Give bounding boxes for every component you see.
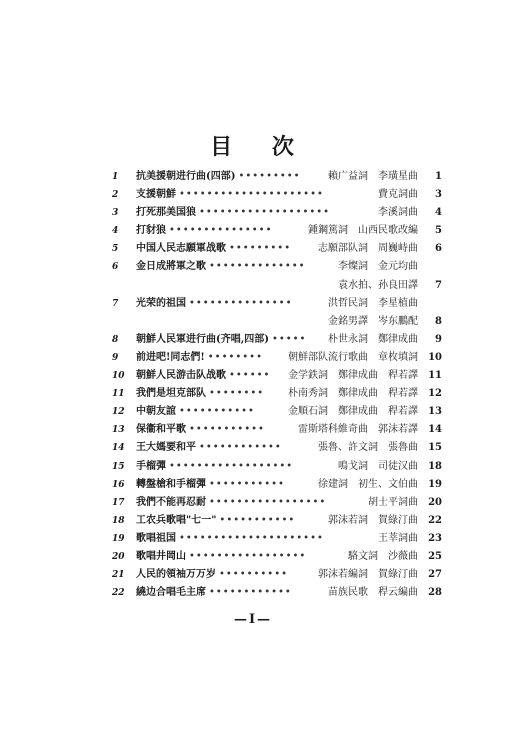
toc-entry	[112, 530, 442, 548]
page-title-char: 目	[210, 134, 235, 160]
entry-credit: 郭沫若編詞 賀綠汀曲	[318, 569, 418, 581]
entry-credit: 賴广益詞 李璜星曲	[328, 171, 418, 182]
toc-entry	[112, 476, 442, 494]
entry-page-number: 6	[435, 243, 442, 255]
entry-credit: 李燦詞 金元均曲	[338, 261, 418, 273]
entry-title: 打死那美国狼	[136, 207, 196, 219]
entry-credit: 金順石詞 鄭律成曲 稈若譯	[288, 406, 418, 418]
entry-credit: 金学鉄詞 鄭律成曲 稈若譯	[288, 370, 418, 382]
toc-entry	[112, 168, 442, 186]
entry-page-number: 20	[428, 496, 442, 508]
dot-leader: •••••••••••	[189, 424, 265, 436]
entry-credit: 袁水拍、孙良田譯	[338, 279, 418, 291]
entry-title: 光荣的祖国	[136, 297, 186, 309]
entry-page-number: 9	[435, 333, 442, 345]
page-number-footer: —I—	[233, 612, 273, 627]
entry-number: 22	[112, 588, 125, 599]
entry-number: 14	[112, 443, 125, 454]
dot-leader: •••••••••••••••	[169, 225, 273, 237]
entry-number: 10	[112, 371, 125, 382]
entry-title: 我們不能再忍耐	[136, 496, 206, 508]
entry-page-number: 7	[435, 279, 442, 291]
entry-title: 保衞和平歌	[136, 424, 186, 436]
toc-entry	[112, 186, 442, 204]
entry-number: 15	[112, 461, 125, 472]
entry-credit: 朴南秀詞 鄭律成曲 稈若譯	[288, 388, 418, 400]
entry-page-number: 4	[435, 207, 442, 219]
entry-title: 轉盤槍和手榴彈	[136, 478, 206, 490]
dot-leader: •••••••••	[229, 243, 292, 255]
dot-leader: •••••••••••••••••	[209, 496, 327, 508]
entry-page-number: 8	[435, 315, 442, 327]
entry-credit: 胡士平詞曲	[368, 496, 418, 508]
entry-number: 18	[112, 515, 125, 526]
entry-credit: 李溪詞曲	[378, 207, 418, 219]
entry-page-number: 18	[428, 460, 442, 472]
entry-number: 6	[112, 262, 119, 273]
entry-page-number: 25	[428, 550, 442, 562]
dot-leader: ••••••••	[207, 351, 263, 363]
entry-number: 13	[112, 425, 125, 436]
entry-title: 手榴彈	[136, 460, 166, 472]
toc-entry	[112, 204, 442, 222]
entry-title: 前进吧!同志們!	[136, 351, 205, 363]
toc-entry	[112, 240, 442, 258]
entry-page-number: 1	[435, 171, 442, 182]
entry-number: 2	[112, 190, 119, 201]
toc-entry	[112, 367, 442, 385]
entry-credit: 駱文詞 沙薇曲	[348, 550, 418, 562]
entry-number: 19	[112, 533, 125, 544]
entry-page-number: 13	[428, 406, 442, 418]
table-of-contents	[112, 168, 442, 602]
entry-credit: 徐建詞 初生、文伯曲	[318, 478, 418, 490]
entry-page-number: 14	[428, 424, 442, 436]
entry-title: 歌唱祖国	[136, 532, 176, 544]
entry-title: 我們是坦克部队	[136, 388, 206, 400]
dot-leader: ••••••••••••	[209, 587, 292, 599]
toc-entry	[112, 295, 442, 313]
dot-leader: •••••••••••	[209, 478, 285, 490]
dot-leader: ••••••••	[209, 388, 265, 400]
entry-title: 歌唱井岡山	[136, 550, 186, 562]
toc-entry	[112, 494, 442, 512]
entry-number: 21	[112, 570, 125, 581]
toc-entry	[112, 458, 442, 476]
dot-leader: •••••	[271, 333, 307, 345]
dot-leader: •••••••••••••••••••••	[179, 532, 324, 544]
toc-entry	[112, 403, 442, 421]
entry-title: 金日成將軍之歌	[136, 261, 206, 273]
dot-leader: ••••••••••••••	[209, 261, 306, 273]
toc-entry	[112, 258, 442, 276]
entry-credit: 金銘男譯 岑东鵬配	[328, 315, 418, 327]
entry-number: 1	[112, 172, 119, 182]
entry-credit: 朴世永詞 鄭律成曲	[328, 333, 418, 345]
entry-page-number: 3	[435, 189, 442, 201]
entry-title: 中国人民志願軍战歌	[136, 243, 226, 255]
entry-number: 8	[112, 334, 119, 345]
dot-leader: ••••••	[229, 370, 271, 382]
entry-number: 12	[112, 407, 125, 418]
entry-title: 工农兵歌唱"七一"	[136, 514, 217, 526]
entry-page-number: 11	[428, 370, 442, 382]
entry-page-number: 5	[435, 225, 442, 237]
entry-page-number: 28	[428, 587, 442, 599]
entry-number: 11	[112, 389, 125, 400]
toc-entry	[112, 222, 442, 240]
entry-title: 朝鮮人民軍进行曲(齐唱,四部)	[136, 333, 269, 345]
dot-leader: ••••••••••	[219, 569, 288, 581]
entry-title: 中朝友誼	[136, 406, 176, 418]
entry-credit: 郭沫若詞 賀綠汀曲	[328, 514, 418, 526]
page-title	[0, 130, 506, 161]
entry-credit: 鍾鋼篤詞 山西民歌改編	[308, 225, 418, 237]
toc-entry	[112, 512, 442, 530]
entry-credit: 苗族民歌 稈云編曲	[328, 587, 418, 599]
toc-entry	[112, 566, 442, 584]
entry-credit: 張魯、許文詞 張魯曲	[318, 442, 418, 454]
dot-leader: •••••••••••	[219, 514, 296, 526]
dot-leader: ••••••••••••	[199, 442, 282, 454]
dot-leader: •••••••••••••••••••••	[179, 189, 324, 201]
entry-credit: 雷斯塔科維奇曲 郭沫若譯	[298, 424, 418, 436]
entry-page-number: 10	[428, 351, 442, 363]
entry-credit: 鳴戈詞 司徒汉曲	[338, 460, 418, 472]
entry-title: 打豺狼	[136, 225, 166, 237]
entry-credit: 費克詞曲	[378, 189, 418, 201]
entry-number: 16	[112, 479, 125, 490]
dot-leader: •••••••••	[238, 171, 301, 182]
dot-leader: •••••••••••••••••••	[199, 207, 331, 219]
entry-title: 繞边合唱毛主席	[136, 587, 206, 599]
entry-number: 17	[112, 497, 125, 508]
dot-leader: ••••••••••••••••••	[169, 460, 294, 472]
entry-page-number: 22	[428, 514, 442, 526]
entry-credit: 志願部队詞 周巍峙曲	[318, 243, 418, 255]
entry-page-number: 19	[428, 478, 442, 490]
entry-title: 王大媽要和平	[136, 442, 196, 454]
toc-entry	[112, 548, 442, 566]
entry-number: 3	[112, 208, 119, 219]
entry-title: 支援朝鮮	[136, 189, 176, 201]
entry-title: 抗美援朝进行曲(四部)	[136, 171, 236, 182]
entry-number: 9	[112, 352, 119, 363]
entry-number: 7	[112, 298, 119, 309]
entry-number: 5	[112, 244, 119, 255]
page-title-char: 次	[271, 134, 296, 160]
toc-entry	[112, 385, 442, 403]
dot-leader: •••••••••••••••••	[189, 550, 307, 562]
entry-number: 20	[112, 551, 125, 562]
toc-entry	[112, 439, 442, 457]
entry-credit: 王莘詞曲	[378, 532, 418, 544]
dot-leader: •••••••••••••••	[189, 297, 293, 309]
dot-leader: •••••••••••	[179, 406, 255, 418]
toc-entry	[112, 421, 442, 439]
entry-page-number: 15	[428, 442, 442, 454]
toc-entry	[112, 277, 442, 295]
toc-entry	[112, 584, 442, 602]
entry-credit: 洪哲民詞 李星植曲	[328, 297, 418, 309]
toc-entry	[112, 349, 442, 367]
toc-entry	[112, 331, 442, 349]
entry-page-number: 27	[428, 569, 442, 581]
entry-title: 人民的領袖万万岁	[136, 569, 216, 581]
entry-number: 4	[112, 226, 119, 237]
toc-entry	[112, 313, 442, 331]
entry-page-number: 23	[428, 532, 442, 544]
entry-page-number: 12	[428, 388, 442, 400]
entry-title: 朝鮮人民游击队战歌	[136, 370, 226, 382]
entry-credit: 朝鮮部队流行歌曲 章枚填詞	[288, 351, 418, 363]
